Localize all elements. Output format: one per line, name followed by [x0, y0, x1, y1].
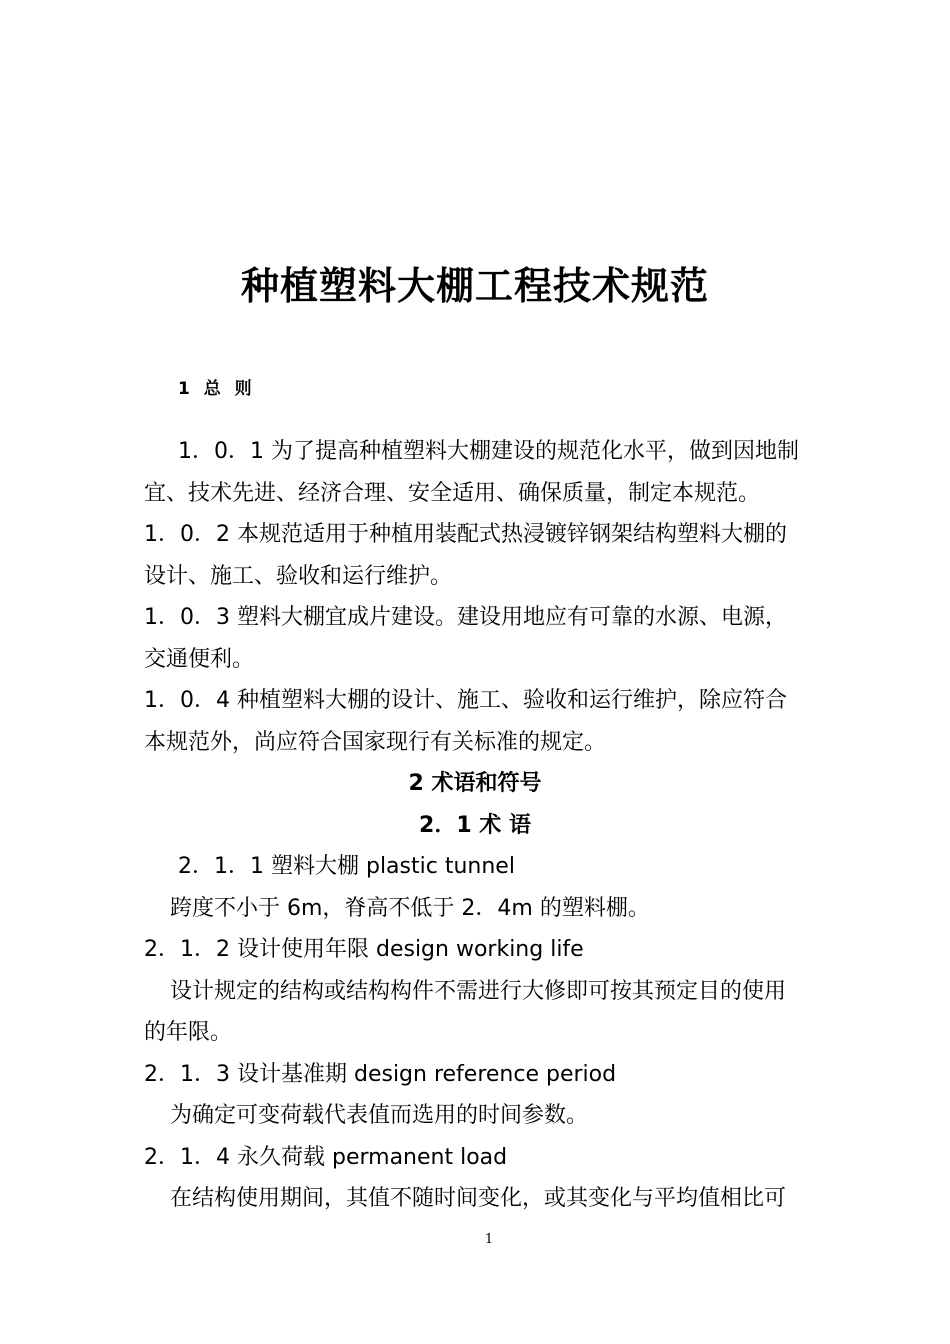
subsection-heading: 2．1 术 语	[419, 813, 531, 838]
paragraph-line: 设计、施工、验收和运行维护。	[144, 564, 453, 589]
paragraph-line: 1．0．4 种植塑料大棚的设计、施工、验收和运行维护，除应符合	[144, 688, 787, 713]
term-definition: 设计规定的结构或结构构件不需进行大修即可按其预定目的使用	[170, 979, 787, 1004]
paragraph-line: 交通便利。	[144, 647, 255, 672]
paragraph-line: 1．0．3 塑料大棚宜成片建设。建设用地应有可靠的水源、电源，	[144, 605, 787, 630]
term-heading: 2．1．3 设计基准期 design reference period	[144, 1062, 617, 1087]
document-title: 种植塑料大棚工程技术规范	[240, 264, 709, 308]
section-heading: 2 术语和符号	[408, 771, 542, 796]
term-definition: 跨度不小于 6m，脊高不低于 2．4m 的塑料棚。	[170, 896, 650, 921]
term-heading: 2．1．2 设计使用年限 design working life	[144, 937, 584, 962]
paragraph-line: 1．0．2 本规范适用于种植用装配式热浸镀锌钢架结构塑料大棚的	[144, 522, 787, 547]
chapter-heading: 1 总 则	[178, 379, 256, 399]
term-definition: 在结构使用期间，其值不随时间变化，或其变化与平均值相比可	[170, 1186, 787, 1211]
paragraph-line: 本规范外，尚应符合国家现行有关标准的规定。	[144, 730, 607, 755]
paragraph-line: 1．0．1 为了提高种植塑料大棚建设的规范化水平，做到因地制	[178, 439, 799, 464]
term-heading: 2．1．4 永久荷载 permanent load	[144, 1145, 508, 1170]
page-number: 1	[484, 1232, 494, 1247]
term-definition: 的年限。	[144, 1020, 233, 1045]
term-definition: 为确定可变荷载代表值而选用的时间参数。	[170, 1103, 589, 1128]
paragraph-line: 宜、技术先进、经济合理、安全适用、确保质量，制定本规范。	[144, 481, 761, 506]
term-heading: 2．1．1 塑料大棚 plastic tunnel	[178, 854, 515, 879]
